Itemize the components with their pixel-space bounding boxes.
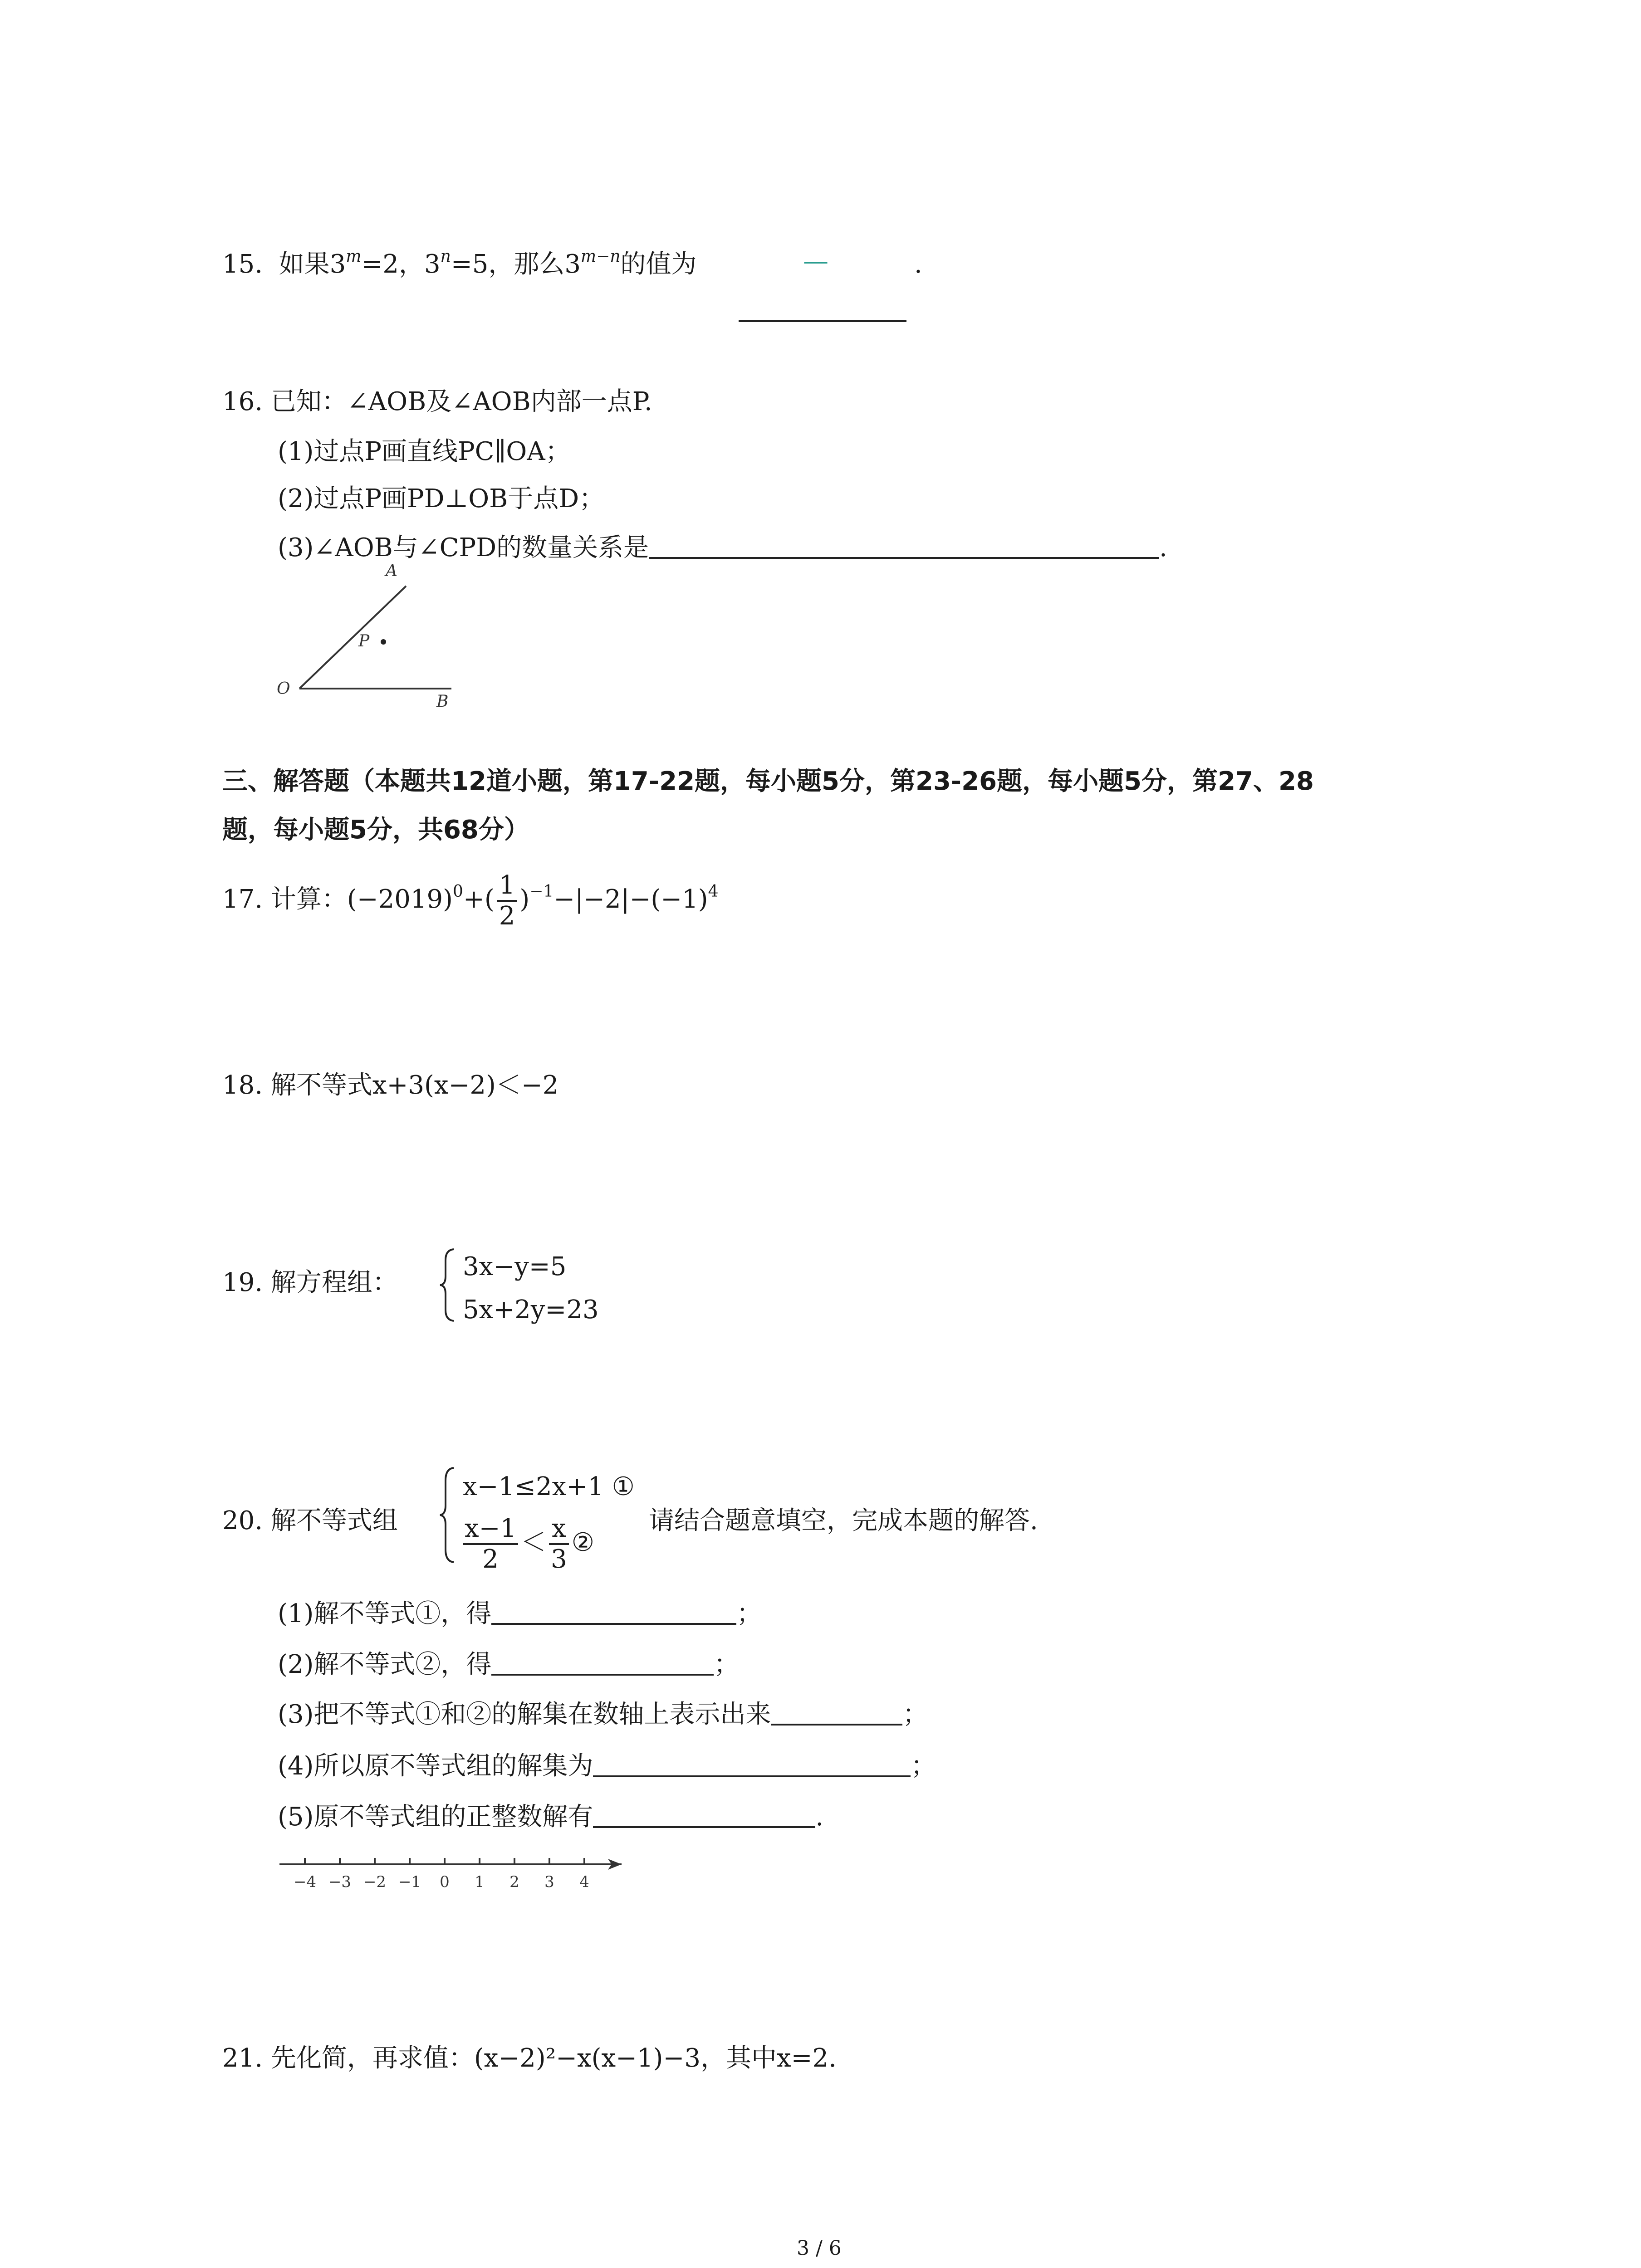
- q15-number: 15.: [222, 249, 263, 279]
- q16-stem: 16. 已知：∠AOB及∠AOB内部一点P.: [222, 387, 652, 416]
- q20-blank-2[interactable]: [491, 1674, 714, 1676]
- label-p: P: [358, 632, 370, 650]
- label-o: O: [277, 679, 290, 698]
- q20-blank-4[interactable]: [593, 1775, 911, 1777]
- q20-inequality-2: $\frac{x-1}{2}$ ＜ $\frac{x}{3}$ ②: [460, 1514, 594, 1574]
- q15-answer-blank[interactable]: [739, 320, 906, 322]
- q20-blank-5[interactable]: [593, 1826, 815, 1828]
- q16-step2: (2)过点P画PD⊥OB于点D；: [278, 484, 605, 513]
- q16-angle-figure: [272, 562, 463, 712]
- q19-equation-2: 5x+2y=23: [463, 1295, 599, 1325]
- section3-heading-line1: 三、解答题（本题共12道小题，第17-22题，每小题5分，第23-26题，每小题5分，第27、28: [222, 767, 1314, 796]
- q20-step3: (3)把不等式①和②的解集在数轴上表示出来 ；: [278, 1700, 928, 1729]
- label-a: A: [386, 562, 397, 580]
- ray-oa: [299, 586, 406, 689]
- q20-step4: (4)所以原不等式组的解集为 ；: [278, 1751, 936, 1781]
- number-line-tick-label: 0: [440, 1873, 450, 1891]
- q20-step5: (5)原不等式组的正整数解有 .: [278, 1802, 824, 1832]
- number-line-tick-label: −4: [293, 1873, 317, 1891]
- number-line-tick-label: 1: [475, 1873, 485, 1891]
- q19-label: 19. 解方程组：: [222, 1268, 398, 1297]
- q20-instruction: 请结合题意填空，完成本题的解答.: [649, 1506, 1038, 1535]
- number-line-tick-label: 2: [509, 1873, 519, 1891]
- point-p: [381, 639, 386, 645]
- q15-period: .: [914, 249, 922, 279]
- q20-step1: (1)解不等式①，得 ；: [278, 1599, 762, 1628]
- number-line-tick-label: −1: [398, 1873, 421, 1891]
- q17: 17. 计算：$(-2019)^0+$( $\frac{1}{2}$ )$^{-1}-|-2|-(-1)^4$: [222, 870, 719, 931]
- q15: 15. 如果$3^m=2$，$3^n=5$，那么$3^{m-n}$的值为: [222, 247, 697, 279]
- number-line-tick-label: −2: [363, 1873, 387, 1891]
- q16-answer-blank[interactable]: [649, 557, 1159, 559]
- label-b: B: [436, 692, 449, 711]
- q16-step3: (3)∠AOB与∠CPD的数量关系是 .: [278, 533, 1167, 562]
- q20-label: 20. 解不等式组: [222, 1506, 398, 1535]
- q19-brace: [439, 1246, 457, 1324]
- number-line-tick-label: 4: [579, 1873, 589, 1891]
- q20-inequality-1: x−1≤2x+1 ①: [463, 1472, 635, 1501]
- number-line-tick-label: −3: [328, 1873, 352, 1891]
- section3-heading-line2: 题，每小题5分，共68分）: [222, 815, 529, 845]
- page-number: 3 / 6: [797, 2237, 842, 2260]
- q16-step1: (1)过点P画直线PC∥OA；: [278, 437, 571, 466]
- number-line-tick-label: 3: [544, 1873, 554, 1891]
- q20-brace: [439, 1465, 457, 1565]
- q20-blank-3[interactable]: [771, 1724, 902, 1725]
- q19-equation-1: 3x−y=5: [463, 1252, 567, 1281]
- q18: 18. 解不等式x+3(x−2)＜−2: [222, 1070, 559, 1100]
- q20-number-line: [277, 1851, 640, 1901]
- q21: 21. 先化简，再求值：(x−2)²−x(x−1)−3，其中x=2.: [222, 2043, 837, 2073]
- q20-blank-1[interactable]: [491, 1623, 736, 1625]
- q15-dash-mark: —: [803, 246, 828, 276]
- q17-fraction: $\frac{1}{2}$: [497, 871, 517, 931]
- q20-step2: (2)解不等式②，得 ；: [278, 1650, 740, 1679]
